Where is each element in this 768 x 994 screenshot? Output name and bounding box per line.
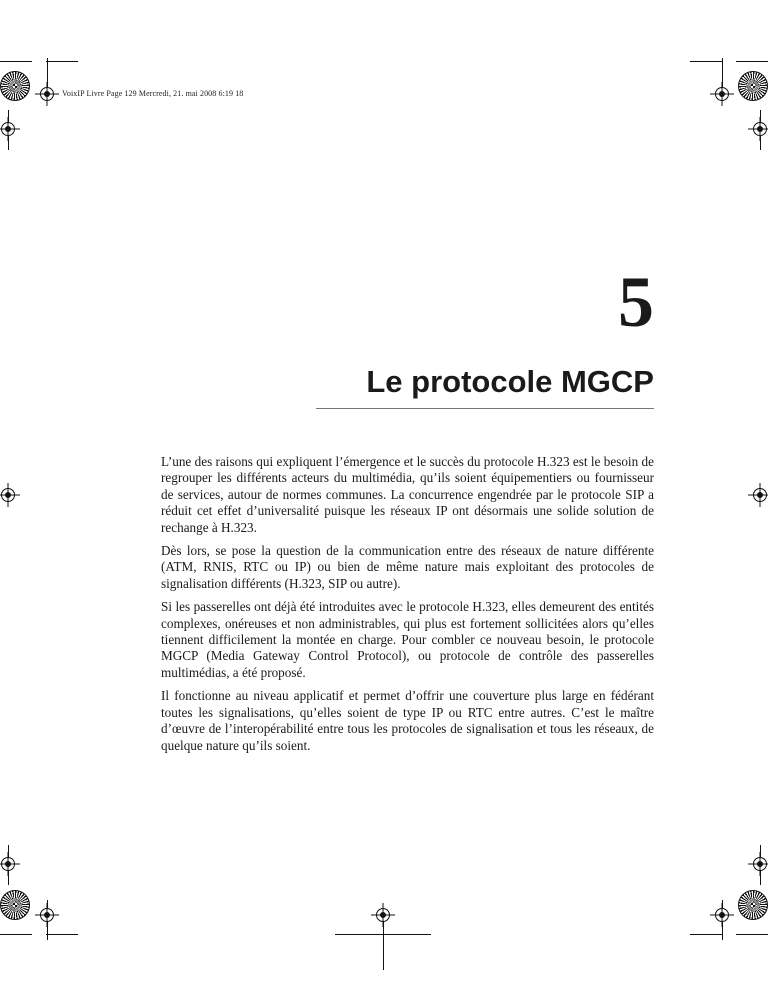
registration-mark-icon bbox=[1, 488, 15, 502]
registration-mark-icon bbox=[40, 87, 54, 101]
registration-mark-icon bbox=[715, 908, 729, 922]
registration-mark-icon bbox=[753, 488, 767, 502]
color-target-icon bbox=[738, 71, 768, 101]
registration-mark-icon bbox=[753, 122, 767, 136]
registration-mark-icon bbox=[1, 122, 15, 136]
paragraph: Il fonctionne au niveau applicatif et permet d’offrir une couverture plus large en fédérant toutes les signalisations, qu’elles soient de type IP ou RTC entre autres. C’est le maître d’œuvre de l’interopérabilité entre tous les protocoles de signalisation et tous les réseaux, de quelque nature qu’ils soient. bbox=[161, 688, 654, 753]
registration-mark-icon bbox=[40, 908, 54, 922]
registration-mark-icon bbox=[715, 87, 729, 101]
paragraph: Dès lors, se pose la question de la communication entre des réseaux de nature différente (ATM, RNIS, RTC ou IP) ou bien de même nature mais exploitant des protocoles de signalisation différents (H.323, SIP ou autre). bbox=[161, 543, 654, 591]
color-target-icon bbox=[0, 890, 30, 920]
registration-mark-icon bbox=[1, 857, 15, 871]
title-divider bbox=[316, 408, 654, 409]
chapter-title: Le protocole MGCP bbox=[366, 364, 654, 399]
registration-mark-icon bbox=[376, 908, 390, 922]
paragraph: L’une des raisons qui expliquent l’émergence et le succès du protocole H.323 est le besoin de regrouper les différents acteurs du multimédia, qu’ils soient équipementiers ou fournisseur de services, autour de normes communes. La concurrence engendrée par le protocole SIP a réduit cet effet d’universalité puisque les réseaux IP ont désormais une solide solution de rechange à H.323. bbox=[161, 454, 654, 535]
registration-mark-icon bbox=[753, 857, 767, 871]
print-slug: VoixIP Livre Page 129 Mercredi, 21. mai 2008 6:19 18 bbox=[62, 89, 244, 98]
color-target-icon bbox=[738, 890, 768, 920]
color-target-icon bbox=[0, 71, 30, 101]
paragraph: Si les passerelles ont déjà été introduites avec le protocole H.323, elles demeurent des entités complexes, onéreuses et non administrables, qui plus est fortement sollicitées alors qu’elles tiennent difficilement la montée en charge. Pour combler ce nouveau besoin, le protocole MGCP (Media Gateway Control Protocol), ou protocole de contrôle des passerelles multimédias, a été proposé. bbox=[161, 599, 654, 680]
chapter-number: 5 bbox=[618, 262, 654, 342]
chapter-body bbox=[161, 454, 654, 761]
